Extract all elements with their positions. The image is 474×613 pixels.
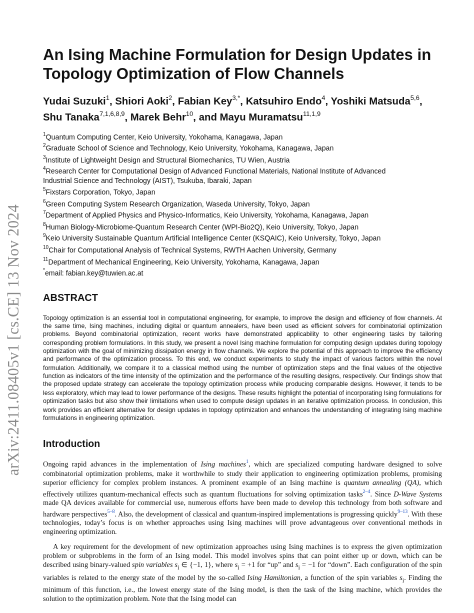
affiliation-marker: 3 — [43, 154, 46, 161]
math-subscript: i — [177, 565, 180, 572]
author-name: Shiori Aoki — [115, 96, 169, 108]
affiliation-marker: 7 — [43, 210, 46, 217]
author-affiliation-marker: 10 — [185, 111, 194, 119]
affiliation-line — [43, 177, 442, 186]
affiliation-text: Keio University Sustainable Quantum Artificial Intelligence Center (KSQAIC), Keio University, Tokyo, Japan — [45, 234, 381, 243]
affiliation-text: Green Computing System Research Organization, Waseda University, Tokyo, Japan — [45, 200, 310, 209]
author-affiliation-marker: 7,1,6,8,9 — [99, 111, 125, 119]
citation-link[interactable]: 5–8 — [107, 509, 115, 515]
math-symbol: s — [399, 573, 403, 582]
affiliation-line — [43, 142, 442, 154]
affiliation-marker: * — [43, 268, 45, 275]
body-text: A key requirement for the development of new optimization approaches using Ising machines is to express the given optimization problem or subproblems in the form of an Ising model. This model involves spins that can point either up or down, which can be described using binary-valued — [43, 543, 442, 570]
body-text: , a function of the spin variables — [300, 573, 400, 582]
affiliation-line — [43, 232, 442, 244]
affiliation-text: Human Biology-Microbiome-Quantum Research Center (WPI-Bio2Q), Keio University, Tokyo, Japan — [45, 223, 359, 232]
affiliation-marker: 6 — [43, 198, 46, 205]
affiliation-line — [43, 244, 442, 256]
body-text: . Since — [370, 489, 394, 498]
affiliation-line — [43, 221, 442, 233]
author-affiliation-marker: 4 — [321, 95, 326, 102]
affiliation-text: Industrial Science and Technology (AIST), Tsukuba, Ibaraki, Japan — [43, 177, 252, 186]
body-text: . Finding the minimum of this function, i.e., the lowest energy state of the Ising model, is then the task of the Ising machine, which provides the solution to the optimization problem. Note that the Ising model can — [43, 573, 443, 604]
author-name: Fabian Key — [177, 96, 233, 108]
body-text: Ongoing rapid advances in the implementation of — [43, 460, 201, 469]
affiliation-line — [43, 131, 442, 143]
author-affiliation-marker: 5,6 — [410, 95, 420, 102]
body-text: , which effectively utilizes quantum-mechanical effects such as quantum fluctuations for solving optimization tasks — [43, 478, 442, 498]
math-subscript: i — [298, 565, 300, 572]
affiliation-marker: 5 — [43, 187, 46, 194]
affiliation-text: Institute of Lightweight Design and Structural Biomechanics, TU Wien, Austria — [45, 156, 290, 165]
emphasis-term: quantum annealing (QA) — [343, 478, 420, 487]
math-symbol: s — [295, 561, 299, 570]
author-affiliation-marker: 3,* — [232, 95, 241, 102]
arxiv-identifier-stamp — [4, 150, 26, 530]
introduction-paragraph — [43, 458, 442, 537]
math-subscript: i — [237, 565, 240, 572]
math-subscript: i — [402, 578, 405, 585]
emphasis-term: Ising Hamiltonian — [247, 573, 301, 582]
affiliation-text: Research Center for Computational Design of Advanced Functional Materials, National Institute of Advanced — [45, 167, 386, 176]
author-name: Katsuhiro Endo — [245, 96, 322, 108]
introduction-heading: Introduction — [43, 439, 101, 451]
affiliation-text: Fixstars Corporation, Tokyo, Japan — [45, 188, 156, 197]
body-text: = +1 for “up” and — [239, 561, 296, 570]
affiliation-marker: 4 — [43, 166, 46, 173]
affiliation-list — [43, 131, 442, 279]
body-text: . With these technologies, today’s focus is on whether approaches using Ising machines will prove advantageous over conventional methods in engineering optimization. — [43, 510, 443, 537]
affiliation-line — [43, 256, 442, 268]
author-affiliation-marker: 1 — [105, 95, 110, 102]
affiliation-text: Department of Applied Physics and Physico-Informatics, Keio University, Yokohama, Kanagawa, Japan — [45, 211, 369, 220]
emphasis-term: spin variables — [132, 561, 173, 570]
body-text: = −1 for “down”. Each configuration of the spin variables is related to the energy state of the model by the so-called — [43, 561, 442, 582]
math-symbol: s — [172, 561, 178, 570]
affiliation-line — [43, 198, 442, 210]
affiliation-marker: 2 — [43, 143, 46, 150]
affiliation-line — [43, 165, 442, 177]
affiliation-line — [43, 209, 442, 221]
math-symbol: s — [234, 561, 238, 570]
author-name: Yudai Suzuki — [43, 96, 106, 108]
affiliation-marker: 11 — [43, 256, 49, 263]
body-text: , which are specialized computing hardware designed to solve combinatorial optimization problems, make it worthwhile to study their application to engineering optimization problems, promising superior efficiency for complex problem instances. A prominent example of an Ising machine is — [43, 460, 442, 487]
affiliation-text: Chair for Computational Analysis of Technical Systems, RWTH Aachen University, Germany — [48, 246, 337, 255]
affiliation-marker: 10 — [43, 245, 49, 252]
affiliation-line — [43, 186, 442, 198]
author-name: Marek Behr — [130, 112, 186, 124]
body-text: made QA devices available for commercial use, numerous efforts have been made to develop this technology from both software and hardware perspectives — [43, 498, 442, 519]
affiliation-text: Quantum Computing Center, Keio University, Yokohama, Kanagawa, Japan — [45, 133, 283, 142]
author-list: Yudai Suzuki$^1$, Shiori Aoki$^2$, Fabian Key$^{3,*}$, Katsuhiro Endo$^4$, Yoshiki Matsuda$^{5,6}$, Shu Tanaka$^{7,1,6,8,9}$, Marek Behr$^{10}$, and Mayu Muramatsu$^{11,1,9}$ — [43, 95, 423, 124]
citation-link[interactable]: 2–4 — [362, 489, 371, 495]
affiliation-text: Department of Mechanical Engineering, Keio University, Yokohama, Kanagawa, Japan — [48, 257, 320, 266]
paper-title: An Ising Machine Formulation for Design Updates in Topology Optimization of Flow Channels — [43, 47, 432, 83]
affiliation-marker: 1 — [43, 131, 46, 138]
emphasis-term: Ising machines — [200, 460, 246, 469]
corresponding-email[interactable]: email: fabian.key@tuwien.ac.at — [44, 269, 144, 278]
body-text: . Also, the development of classical and quantum-inspired implementations is progressing quickly — [114, 510, 398, 519]
author-name: Mayu Muramatsu — [219, 112, 303, 124]
body-text: ∈ {−1, 1}, where — [179, 561, 235, 570]
corresponding-email-line — [43, 267, 442, 279]
author-name: Yoshiki Matsuda — [330, 96, 411, 108]
affiliation-marker: 9 — [43, 233, 46, 240]
emphasis-term: D-Wave Systems — [393, 489, 442, 498]
affiliation-line — [43, 154, 442, 166]
author-name: Shu Tanaka — [43, 112, 100, 124]
affiliation-marker: 8 — [43, 221, 46, 228]
arxiv-identifier-text: arXiv:2411.08405v1 [cs.CE] 13 Nov 2024 — [6, 204, 24, 476]
paper-page — [43, 46, 442, 604]
author-affiliation-marker: 11,1,9 — [302, 111, 321, 119]
abstract-text: Topology optimization is an essential tool in computational engineering, for example, to improve the design and efficiency of flow channels. At the same time, Ising machines, including digital or quantum annealers, have been used as efficient solvers for combinatorial optimization problems. Beyond combinatorial optimization, recent works have demonstrated applicability to other engineering tasks by tailoring corresponding problem formulations. In this study, we present a novel Ising machine formulation for computing design updates during topology optimization with the goal of minimizing dissipation energy in flow channels. We explore the potential of this approach to improve the efficiency and performance of the optimization process. To this end, we conduct experiments to study the impact of various factors within the novel formulation. Additionally, we compare it to a classical method using the number of optimization steps and the final values of the objective function as indicators of the time intensity of the optimization and the performance of the resulting designs, respectively. Our findings show that the proposed update strategy can accelerate the topology optimization process while producing comparable designs. However, it tends to be less exploratory, which may lead to lower performance of the designs. These results highlight the potential of incorporating Ising formulations for optimization tasks but also show their limitations when used to compute design updates in an iterative optimization process. In conclusion, this work provides an efficient alternative for design updates in topology optimization and enhances the understanding of integrating Ising machine formulations in engineering optimization. — [43, 314, 442, 422]
affiliation-text: Graduate School of Science and Technology, Keio University, Yokohama, Kanagawa, Japan — [45, 144, 334, 153]
citation-link[interactable]: 1 — [245, 460, 249, 466]
author-affiliation-marker: 2 — [168, 95, 173, 102]
abstract-heading: ABSTRACT — [43, 292, 98, 304]
introduction-paragraph — [43, 543, 442, 604]
citation-link[interactable]: 9–13 — [397, 509, 408, 515]
